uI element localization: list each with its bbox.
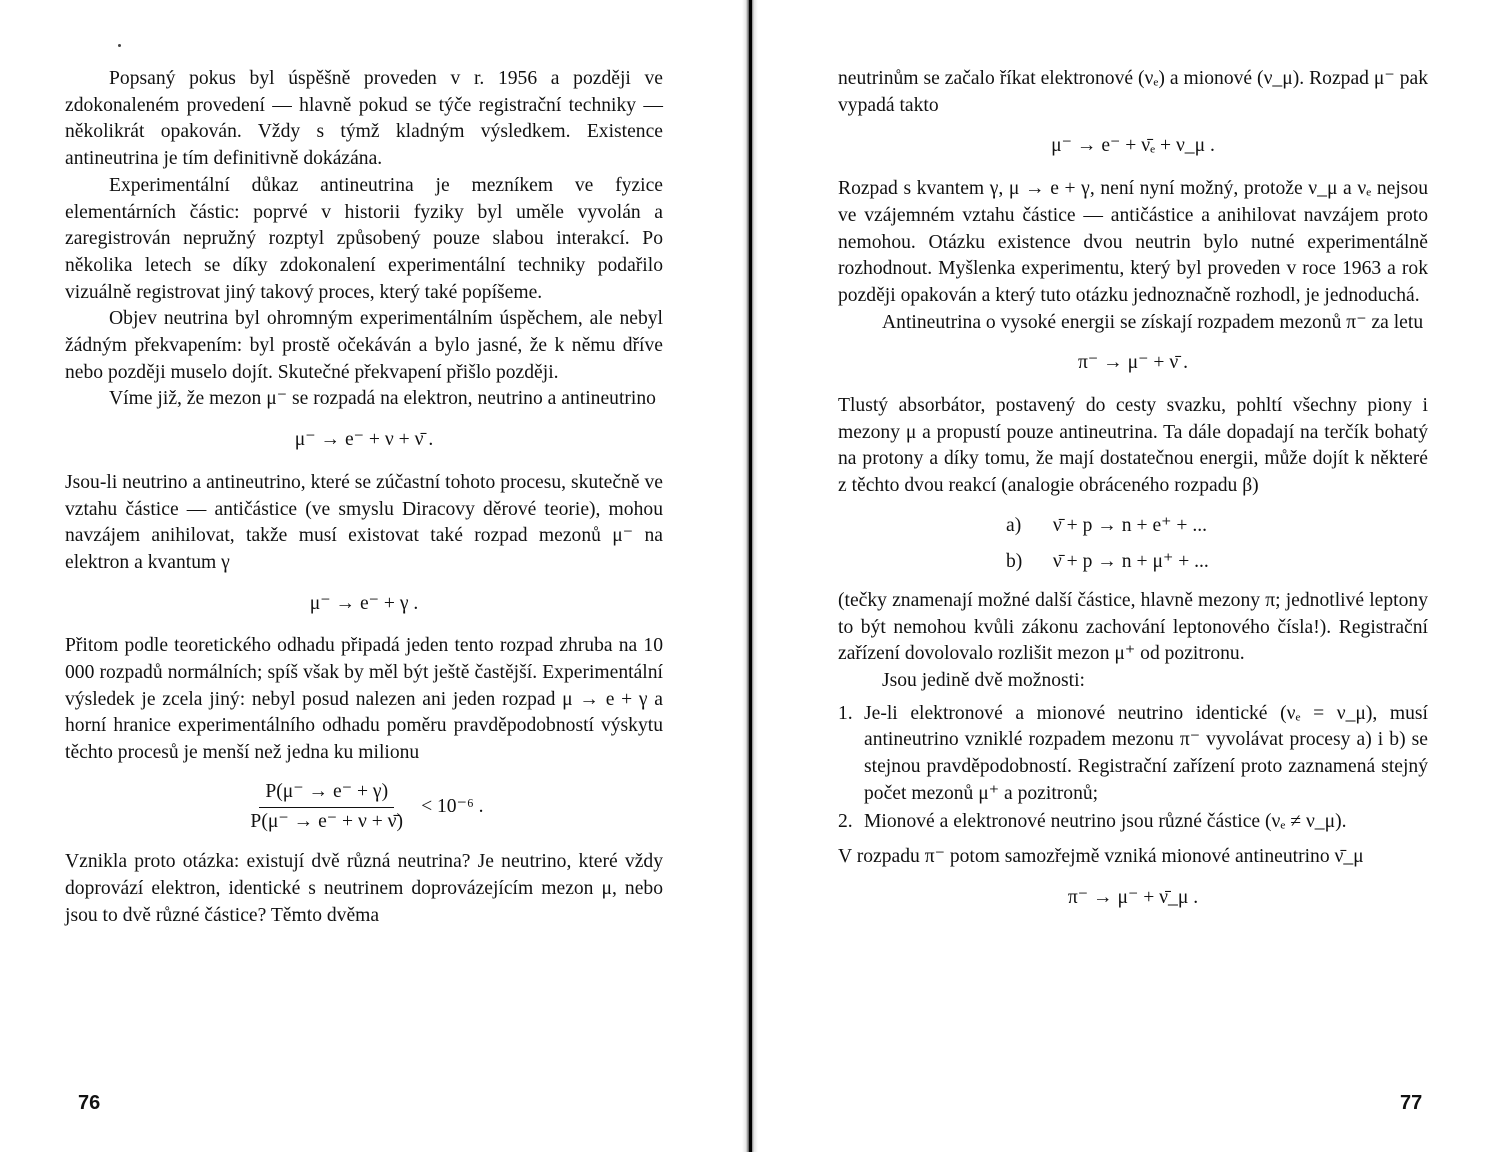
reaction-b xyxy=(1006,544,1428,580)
paragraph: Vznikla proto otázka: existují dvě různá neutrina? Je neutrino, které vždy doprovází elektron, identické s neutrinem doprovázejícím mezon μ, nebo jsou to dvě různé částice? Těmto dvěma xyxy=(65,851,663,926)
speck xyxy=(118,44,121,47)
reaction-label: a) xyxy=(1006,514,1022,536)
fraction-denominator: P(μ⁻ → e⁻ + ν + ν̄) xyxy=(250,810,404,832)
reaction-label: b) xyxy=(1006,550,1023,572)
paragraph: Experimentální důkaz antineutrina je mezníkem ve fyzice elementárních částic: poprvé v historii fyziky byl uměle vyvolán a zaregistrován nepružný rozptyl způsobený pouze slabou interakcí. Po několika letech se díky zdokonalení experimentální techniky podařilo vizuálně registrovat jiný takový proces, který také popíšeme. xyxy=(65,174,663,303)
page-number: 76 xyxy=(78,1092,101,1114)
list-text: Je-li elektronové a mionové neutrino identické (νₑ = ν_μ), musí antineutrino vzniklé rozpadem mezonu π⁻ vyvolávat procesy a) i b) se stejnou pravděpodobností. Registrační zařízení proto zaznamená stejný počet mezonů μ⁺ a pozitronů; xyxy=(864,702,1428,804)
ratio-bound: < 10⁻⁶ . xyxy=(421,795,484,817)
equation-pion-decay-muon-antineutrino: π⁻ → μ⁻ + ν̄_μ . xyxy=(1067,886,1199,908)
left-body xyxy=(65,66,663,929)
paragraph: V rozpadu π⁻ potom samozřejmě vzniká mionové antineutrino ν̄_μ xyxy=(838,846,1364,868)
paragraph: Víme již, že mezon μ⁻ se rozpadá na elektron, neutrino a antineutrino xyxy=(109,388,656,410)
right-page xyxy=(756,0,1506,1152)
page-number: 77 xyxy=(1400,1092,1423,1114)
equation-ratio xyxy=(65,779,663,835)
reaction-a xyxy=(1006,508,1428,544)
equation-muon-decay: μ⁻ → e⁻ + ν + ν̄ . xyxy=(294,429,434,451)
list-number: 2. xyxy=(838,811,853,833)
list-text: Mionové a elektronové neutrino jsou různé částice (νₑ ≠ ν_μ). xyxy=(864,811,1347,833)
paragraph: Antineutrina o vysoké energii se získají rozpadem mezonů π⁻ za letu xyxy=(882,311,1424,333)
paragraph: Jsou-li neutrino a antineutrino, které se zúčastní tohoto procesu, skutečně ve vztahu částice — antičástice (ve smyslu Diracovy děrové teorie), mohou navzájem anihilovat, takže musí existovat také rozpad mezonů μ⁻ na elektron a kvantum γ xyxy=(65,471,663,573)
reaction-formula: ν̄ + p → n + μ⁺ + ... xyxy=(1052,550,1209,572)
reaction-formula: ν̄ + p → n + e⁺ + ... xyxy=(1052,514,1208,536)
paragraph: Rozpad s kvantem γ, μ → e + γ, není nyní možný, protože ν_μ a νₑ nejsou ve vzájemném vztahu částice — antičástice a anihilovat navzájem proto nemohou. Otázku existence dvou neutrin bylo nutné experimentálně rozhodnout. Myšlenka experimentu, který byl proveden v roce 1963 a rok později opakován a který tuto otázku jednoznačně rozhodl, je jednoduchá. xyxy=(838,178,1428,306)
paragraph: Tlustý absorbátor, postavený do cesty svazku, pohltí všechny piony i mezony μ a propustí pouze antineutrina. Ta dále dopadají na terčík bohatý na protony a díky tomu, že mají dostatečnou energii, může dojít k některé z těchto dvou reakcí (analogie obráceného rozpadu β) xyxy=(838,395,1428,497)
paragraph: Objev neutrina byl ohromným experimentálním úspěchem, ale nebyl žádným překvapením: byl prostě očekáván a bylo jasné, že k němu dříve nebo později muselo dojít. Skutečné překvapení přišlo později. xyxy=(65,308,663,383)
paragraph: Popsaný pokus byl úspěšně proveden v r. 1956 a později ve zdokonaleném provedení — hlavně pokud se týče registrační techniky — několikrát opakován. Vždy s týmž kladným výsledkem. Existence antineutrina je tím definitivně dokázána. xyxy=(65,68,663,170)
list-item xyxy=(838,809,1428,836)
left-page xyxy=(0,0,750,1152)
reaction-list xyxy=(838,508,1428,580)
list-item xyxy=(838,701,1428,808)
gutter-line xyxy=(749,0,752,1152)
paragraph: neutrinům se začalo říkat elektronové (νₑ) a mionové (ν_μ). Rozpad μ⁻ pak vypadá takto xyxy=(838,68,1428,116)
fraction xyxy=(244,779,409,835)
list-number: 1. xyxy=(838,702,853,724)
fraction-numerator: P(μ⁻ → e⁻ + γ) xyxy=(259,779,394,808)
equation-muon-gamma: μ⁻ → e⁻ + γ . xyxy=(309,592,419,614)
equation-pion-decay: π⁻ → μ⁻ + ν̄ . xyxy=(1078,352,1188,374)
paragraph: Přitom podle teoretického odhadu připadá jeden tento rozpad zhruba na 10 000 rozpadů normálních; spíš však by měl být ještě častější. Experimentální výsledek je zcela jiný: nebyl posud nalezen ani jeden rozpad μ → e + γ a horní hranice experimentálního odhadu poměru pravděpodobností výskytu těchto procesů je menší než jedna ku milionu xyxy=(65,635,663,764)
equation-muon-decay-two-neutrinos: μ⁻ → e⁻ + ν̄ₑ + ν_μ . xyxy=(1051,135,1215,157)
right-body xyxy=(838,66,1428,928)
paragraph: Jsou jedině dvě možnosti: xyxy=(882,669,1085,691)
paragraph: (tečky znamenají možné další částice, hlavně mezony π; jednotlivé leptony to být nemohou kvůli zákonu zachování leptonového čísla!). Registrační zařízení dovolovalo rozlišit mezon μ⁺ od pozitronu. xyxy=(838,589,1428,665)
